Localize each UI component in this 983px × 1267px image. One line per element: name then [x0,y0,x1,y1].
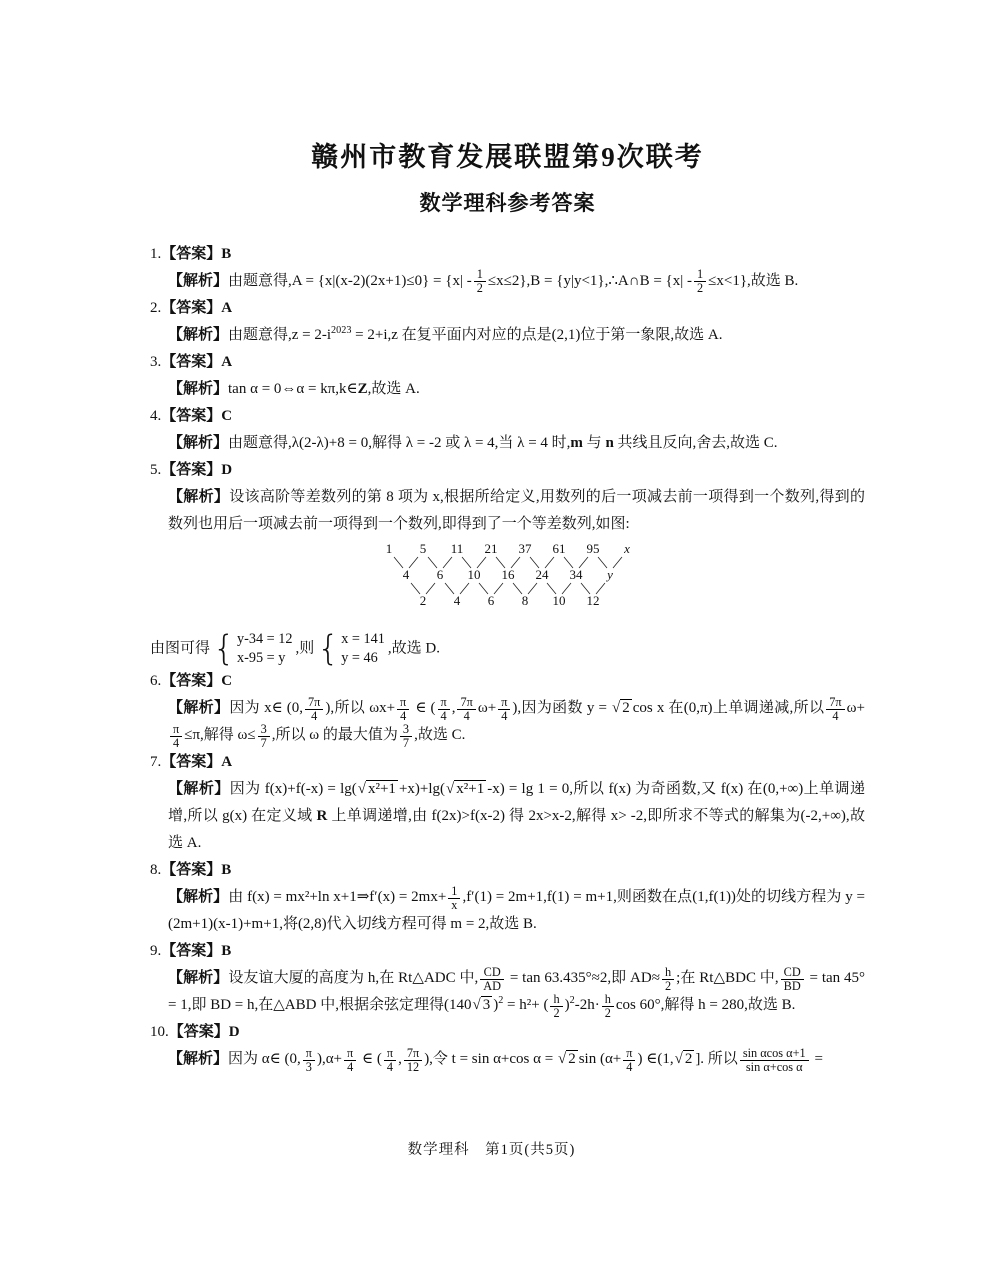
document-title: 赣州市教育发展联盟第9次联考 [311,142,704,172]
fraction: $\frac{\pi}{4}$ [384,1047,396,1074]
fraction: $\frac{7\pi}{4}$ [305,696,323,723]
fraction: $\frac{CD}{AD}$ [480,966,504,993]
problem-number: 2. [150,300,162,316]
problem-3 [150,349,865,403]
fraction: $\frac{\text{sin αcos α+1}}{\text{sin α+cos α}}$ [740,1047,809,1074]
square-root: √ 2 [557,1051,576,1068]
answer-line [150,749,865,776]
solution-label: 【解析】 [168,970,229,987]
fraction: $\frac{1}{x}$ [448,885,460,912]
fraction: $\frac{h}{2}$ [662,966,674,993]
solution-text: 【解析】由题意得,λ(2-λ)+8 = 0,解得 λ = -2 或 λ = 4,当 λ = 4 时,m 与 n 共线且反向,舍去,故选 C. [168,435,778,451]
problem-2 [150,295,865,349]
svg-text:95: 95 [586,541,599,556]
solution-label: 【解析】 [168,381,229,397]
svg-text:61: 61 [552,541,565,556]
problem-1 [150,241,865,295]
equation-system: { x = 141 y = 46 [317,628,385,669]
answer-letter: D [221,462,233,478]
answer-label: 【答案】 [161,408,222,424]
fraction: $\frac{\pi}{4}$ [498,696,510,723]
answer-label: 【答案】 [161,246,222,262]
solution-label: 【解析】 [168,327,229,343]
fraction: $\frac{\pi}{4}$ [623,1047,635,1074]
problem-number: 5. [150,462,162,478]
svg-text:2: 2 [419,593,426,608]
problem-number: 10. [150,1024,169,1041]
answer-line [150,857,865,884]
difference-pyramid-diagram [371,540,645,616]
answer-label: 【答案】 [161,943,222,960]
answer-line [150,349,865,376]
answer-line [150,668,865,695]
answer-label: 【答案】 [168,1024,229,1041]
solution-label: 【解析】 [168,435,229,451]
answer-label: 【答案】 [161,462,222,478]
problem-number: 1. [150,246,162,262]
square-root: √ x²+1 [446,781,485,798]
fraction: $\frac{\pi}{4}$ [397,696,409,723]
answer-letter: B [221,862,232,879]
problem-7 [150,749,865,857]
answer-letter: B [221,943,232,960]
problem-5 [150,457,865,668]
svg-text:x: x [623,541,630,556]
answer-label: 【答案】 [161,300,222,316]
svg-text:11: 11 [450,541,463,556]
square-root: √ 2 [674,1051,693,1068]
solution-text: 【解析】由题意得$,z = 2-i^{2023} = 2+i,z$ 在复平面内对应的点是(2,1)位于第一象限,故选 A. [168,325,723,343]
q5-diagram-container [150,540,865,626]
square-root: √ x²+1 [357,781,396,798]
svg-text:6: 6 [436,567,443,582]
svg-text:6: 6 [487,593,494,608]
fraction: $\frac{\pi}{4}$ [170,723,182,750]
problem-number: 8. [150,862,162,879]
fraction: $\frac{3}{7}$ [258,723,270,750]
answer-label: 【答案】 [161,673,222,690]
solution-text: 【解析】由题意得,A = {x|(x-2)(2x+1)≤0} = {x| - $\frac{1}{2}$ ≤x≤2},B = {y|y<1},∴A∩B = {x| - $\frac{1}{2}$ ≤x<1},故选 B. [168,267,799,296]
solution-text: 【解析】tan α = 0⇔α = kπ,k∈Z,故选 A. [168,381,420,397]
solution-text: 【解析】设该高阶等差数列的第 8 项为 x,根据所给定义,用数列的后一项减去前一项得到一个数列,得到的数列也用后一项减去前一项得到一个数列,即得到了一个等差数列,如图: [168,489,865,532]
answer-line [150,1019,865,1046]
solution-label: 【解析】 [168,889,229,906]
svg-text:24: 24 [535,567,548,582]
fraction: $\frac{\pi}{4}$ [438,696,450,723]
square-root: √ 3 [472,997,491,1014]
answer-line [150,457,865,484]
svg-text:5: 5 [419,541,426,556]
answer-letter: A [221,354,233,370]
solution-text: 【解析】因为 x∈ (0, $\frac{7\pi}{4}$ ),所以 ωx+ $\frac{\pi}{4}$ ∈ ( $\frac{\pi}{4}$ , $\frac{7\pi}{4}$ ω+ $\frac{\pi}{4}$ ),因为函数 y = √ 2 cos x 在(0,π)上单调递减,所以 $\frac{7\pi}{4}$ ω+ $\frac{\pi}{4}$ ≤π,解得 ω≤ $\frac{3}{7}$ ,所以 ω 的最大值为 $\frac{3}{7}$ ,故选 C. [168,694,865,750]
fraction: $\frac{7\pi}{12}$ [404,1047,422,1074]
problem-10 [150,1019,865,1073]
problem-number: 4. [150,408,162,424]
answer-label: 【答案】 [161,354,222,370]
solution-continued: 由图可得 { y-34 = 12 x-95 = y ,则 { x = 141 y = 46 ,故选 D. [150,628,440,669]
equation-system: { y-34 = 12 x-95 = y [213,628,293,669]
fraction: $\frac{3}{7}$ [400,723,412,750]
svg-text:8: 8 [521,593,528,608]
answer-line [150,295,865,322]
problem-number: 9. [150,943,162,960]
problem-number: 6. [150,673,162,690]
page-footer: 数学理科 第1页(共5页) [407,1142,576,1158]
solution-label: 【解析】 [168,1051,229,1068]
answer-letter: C [221,408,233,424]
svg-text:34: 34 [569,567,582,582]
answer-label: 【答案】 [161,754,222,771]
solution-label: 【解析】 [168,273,229,289]
answer-line [150,241,865,268]
svg-text:4: 4 [453,593,460,608]
fraction: $\frac{1}{2}$ [474,268,486,295]
solution-text: 【解析】因为 α∈ (0, $\frac{\pi}{3}$ ),α+ $\frac{\pi}{4}$ ∈ ( $\frac{\pi}{4}$ , $\frac{7\pi}{12}$ ),令 t = sin α+cos α = √ 2 sin (α+ $\frac{\pi}{4}$ ) ∈(1, √ 2 ]. 所以 $\frac{\text{sin αcos α+1}}{\text{sin α+cos α}}$ = [168,1045,823,1074]
problem-number: 3. [150,354,162,370]
answer-letter: A [221,754,233,771]
problem-8 [150,857,865,938]
fraction: $\frac{\pi}{3}$ [303,1047,315,1074]
svg-text:4: 4 [402,567,409,582]
svg-text:21: 21 [484,541,497,556]
solution-text: 【解析】因为 f(x)+f(-x) = lg( √ x²+1 +x)+lg( √ x²+1 -x) = lg 1 = 0,所以 f(x) 为奇函数,又 f(x) 在(0,+∞)上单调递增,所以 g(x) 在定义域 R 上单调递增,由 f(2x)>f(x-2) 得 2x>x-2,解得 x> -2,即所求不等式的解集为(-2,+∞),故选 A. [168,781,865,852]
problem-number: 7. [150,754,162,771]
solution-text: 【解析】设友谊大厦的高度为 h,在 Rt△ADC 中, $\frac{CD}{AD}$ = tan 63.435°≈2,即 AD≈ $\frac{h}{2}$ ;在 Rt△BDC 中, $\frac{CD}{BD}$ = tan 45° = 1,即 BD = h,在△ABD 中,根据余弦定理得(140 √ 3 )$^2$ = h²+ ( $\frac{h}{2}$ )$^2$-2h· $\frac{h}{2}$ cos 60°,解得 h = 280,故选 B. [168,964,865,1020]
fraction: $\frac{h}{2}$ [602,993,614,1020]
answer-letter: D [228,1024,240,1041]
svg-text:12: 12 [586,593,599,608]
svg-text:10: 10 [467,567,480,582]
svg-text:10: 10 [552,593,565,608]
fraction: $\frac{1}{2}$ [694,268,706,295]
problems-list [150,241,865,1073]
answer-letter: C [221,673,233,690]
square-root: √ 2 [612,700,630,717]
fraction: $\frac{CD}{BD}$ [781,966,804,993]
fraction: $\frac{7\pi}{4}$ [457,696,475,723]
svg-text:y: y [606,567,613,582]
document-subtitle: 数学理科参考答案 [419,191,596,215]
svg-text:16: 16 [501,567,514,582]
answer-letter: A [221,300,233,316]
fraction: $\frac{h}{2}$ [550,993,562,1020]
solution-label: 【解析】 [168,781,230,798]
answer-line [150,938,865,965]
answer-label: 【答案】 [161,862,222,879]
problem-4 [150,403,865,457]
svg-text:37: 37 [518,541,531,556]
answer-line [150,403,865,430]
problem-9 [150,938,865,1019]
svg-text:1: 1 [385,541,392,556]
problem-6 [150,668,865,749]
answer-letter: B [221,246,232,262]
solution-label: 【解析】 [168,700,230,717]
solution-label: 【解析】 [168,489,230,505]
fraction: $\frac{7\pi}{4}$ [826,696,844,723]
solution-text: 【解析】由 f(x) = mx²+ln x+1⇒f′(x) = 2mx+ $\frac{1}{x}$ ,f′(1) = 2m+1,f(1) = m+1,则函数在点(1,f(1))处的切线方程为 y = (2m+1)(x-1)+m+1,将(2,8)代入切线方程可得 m = 2,故选 B. [168,883,865,933]
fraction: $\frac{\pi}{4}$ [344,1047,356,1074]
